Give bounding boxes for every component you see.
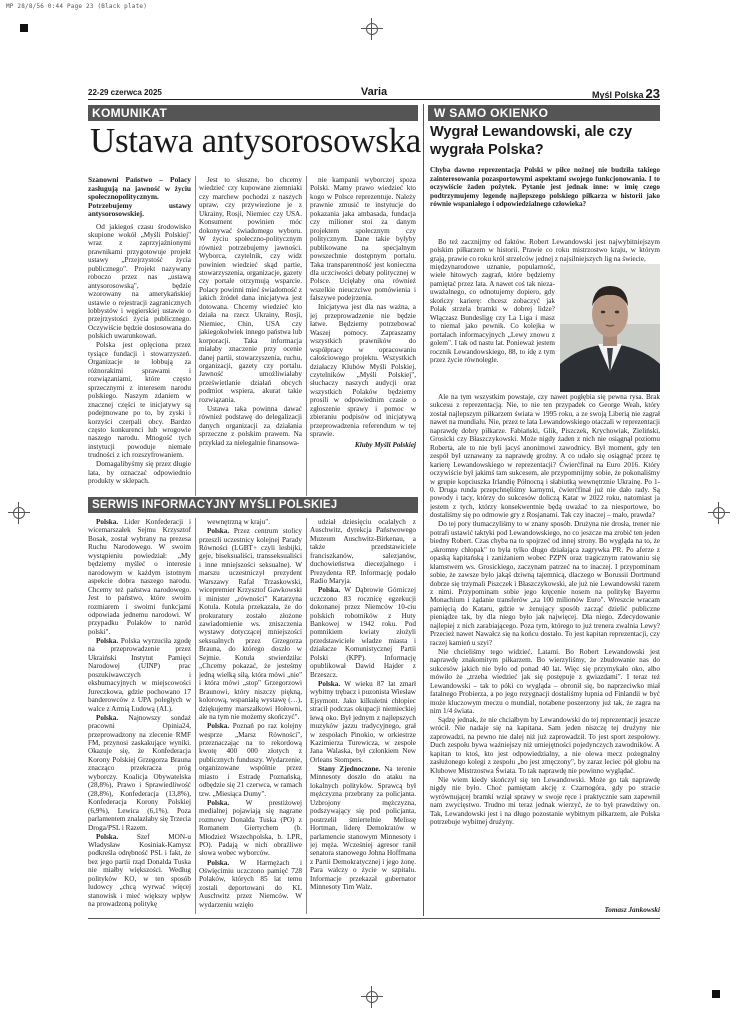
news-item xyxy=(199,518,302,526)
right-article-lead: Chyba dawno reprezentacja Polski w piłce nożnej nie budziła takiego zainteresowania pozasportowymi aspektami swojego funkcjonowania. I to oczywiście żaden pożytek. Pytanie jest jednak inne: w imię czego podtrzymujemy legendę najlepszego polskiego piłkarza w historii jako równie wspaniałego i odpowiedzialnego człowieka? xyxy=(430,166,660,209)
issue-date: 22-29 czerwca 2025 xyxy=(88,88,162,97)
left-article-col-1 xyxy=(88,176,191,498)
news-item-region: Polska. xyxy=(96,518,119,526)
column-rule xyxy=(195,518,196,914)
news-item xyxy=(310,680,416,765)
column-rule xyxy=(306,518,307,914)
news-item-text: Przez centrum stolicy przeszli uczestnicy kolejnej Parady Równości (LGBT+ czyli lesbijki, geje, biseksualiści, transseksualiści i inne mniejszości seksualne). W marszu uczestniczył prezydent Warszawy Rafał Trzaskowski, wicepremier Krzysztof Gawkowski i minister „równości" Katarzyna Kotula. Kotula przekazała, że do prokuratury zostało złożone zawiadomienie ws. zniszczenia wystawy dotyczącej mniejszości seksualnych przez Grzegorza Brauna, do którego doszło w Sejmie. Kotula stwierdziła: „Chcemy pokazać, że jesteśmy jedną wielką siłą, która mówi „nie" i która mówi „stop" Grzegorzowi Braunowi, który niszczy piękną, kolorową, wspaniałą wystawę (…), dziękujemy marszałkowi Hołowni, ale na tym nie możemy skończyć". xyxy=(199,527,302,722)
right-article-beside-photo xyxy=(430,263,555,393)
news-item-text: Polska wyrzuciła zgodę na przeprowadzenie przez Ukraiński Instytut Pamięci Narodowej (UINP) prac poszukiwawczych i ekshumacyjnych w miejscowości Jureczkowa, gdzie pochowano 17 banderowców z UPA poległych w walce z Armią Ludową (AL). xyxy=(88,636,191,713)
lewandowski-photo xyxy=(560,264,660,392)
left-article-col-3 xyxy=(310,176,416,498)
news-item-text: Lider Konfederacji i wicemarszałek Sejmu Krzysztof Bosak, został wybrany na prezesa Ruchu Narodowego. W swoim wystąpieniu powiedział: „My będziemy myśleć o interesie narodowym w każdym istotnym aspekcie dobra naszego narodu. Chcemy też państwa narodowego. Jest to państwo, które swoim rozmiarem i swoimi funkcjami odpowiada jednemu narodowi. W przypadku Polaków to naród polski". xyxy=(88,518,191,636)
serwis-col-1 xyxy=(88,518,191,916)
news-item xyxy=(199,799,302,858)
news-item-region: Polska. xyxy=(318,586,341,595)
publication-name: Myśl Polska xyxy=(592,90,644,100)
section-name: Varia xyxy=(360,86,388,98)
right-article-signature-block xyxy=(430,904,660,916)
portrait-illustration xyxy=(560,264,660,392)
right-article-title-line-2: wygrała Polska? xyxy=(430,142,544,158)
left-article-paragraph: nie kampanii wyborczej spoza Polski. Mamy prawo wiedzieć kto kogo w Polsce reprezentuje. Należy prawnie zmusić te instytucje do pokazania jaka ambasada, fundacja czy milioner stoi za danym projektem społecznym czy politycznym. Dane takie byłyby publikowane na specjalnym powszechnie dostępnym portalu. Taka transparentność jest konieczna dla uczciwości debaty politycznej w Polsce. Ucięłaby ona również wszelkie nieuczciwe pomówienia i fałszywe podejrzenia. xyxy=(310,176,416,303)
registration-mark-right xyxy=(708,502,730,524)
news-item xyxy=(88,518,191,636)
news-item-region: Polska. xyxy=(207,798,230,807)
news-item xyxy=(310,765,416,892)
news-item-text: W prestiżowej medialnej pojawiają się nagrane rozmowy Donalda Tuska (PO) z Romanem Giertychem (b. Młodzież Wszechpolska, b. LPR, PO). Padają w nich obraźliwe słowa wobec wyborców. xyxy=(199,798,302,858)
w-samo-okienko-kicker-text: W SAMO OKIENKO xyxy=(434,106,549,120)
right-article-paragraph: Nie wiem kiedy skończył się ten Lewandowski. Może go tak naprawdę nigdy nie było. Choć pamiętam akcję z Czarnogóra, gdy po stracie wyrównującej bramki wziął sprawy w swoje ręce i praktycznie sam zapewnił nam zwycięstwo. Trudno mi teraz jednak wierzyć, że to był prawdziwy on. Tak, Lewandowski jest i na długo pozostanie wybitnym piłkarzem, ale Polska potrzebuje wybitnej drużyny. xyxy=(430,775,660,827)
news-item xyxy=(88,637,191,713)
left-article-signature: Kluby Myśli Polskiej xyxy=(354,440,416,449)
right-article-paragraph: międzynarodowe uznanie, popularność, wiele hitowych zagrań, które będziemy pamiętać przez lata. A nawet coś tak niezauważalnego, co odnotujemy dopiero, gdy skończy karierę: chcesz zobaczyć jak Polak strzela bramki w dobrej lidze? Włączasz Bundesligę czy La Liga i masz to niemal jako pewnik. Co kolejka w portalach informacyjnych „Lewy znowu z golem". I tak od nastu lat. Ponieważ jestem rocznik Lewandowskiego, 88, to idę z tym przez życie równolegle. xyxy=(430,263,555,364)
registration-mark-bottom xyxy=(361,986,383,1008)
news-item-text: Poznań po raz kolejny wesprze „Marsz Równości", przeznaczając na to rekordową kwotę 400 000 złotych z publicznych funduszy. Wydarzenie, organizowane wspólnie przez miasto i Estradę Poznańską, odbędzie się 21 czerwca, w ramach tzw. „Miesiąca Dumy". xyxy=(199,722,302,798)
right-article-paragraph: Ale na tym wszystkim powstaje, czy nawet pogłębia się pewna rysa. Brak sukcesu z reprezentacją. Nie, to nie ten przypadek co George Weah, który został najlepszym piłkarzem świata w 1995 roku, a ze swoją Liberią nie zagrał nawet na mundialu. Nie, przez te lata Lewandowskiego otaczali w reprezentacji naprawdę dobry piłkarze. Fabiański, Glik, Piszczek, Krychowiak, Zieliński, Grosicki czy Błaszczykowski. Może nigdy żaden z nich nie osiągnął poziomu Roberta, ale to nie byli jacyś anonimowi zawodnicy. Był moment, gdy ten zespół był uznawany za naprawdę groźny. A co udało się osiągnąć przez tę karierę Lewandowskiego w reprezentacji? Ćwierćfinał na Euro 2016. Który oczywiście był jakimś tam sukcesem, ale przypomnijmy sobie, że pokonaliśmy w grupie kopciuszka Irlandię Północną i słabiutką wewnętrznie Ukrainę. Po 1-0. Druga runda przepchnęliśmy karnymi, ćwierćfinał już nie dało rady. Są powody i tacy, którzy do sukcesów doliczą Katar w 2022 roku, natomiast ja jestem z tych, którzy konsekwentnie będą uważać to za niesportowe, bo dostaliśmy się po odmowie gry z Rosjanami. Tak czy inaczej – mało, prawda? xyxy=(430,393,660,520)
registration-mark-left xyxy=(8,502,30,524)
left-article-lead: Szanowni Państwo – Polacy zasługują na jawność w życiu społecznopolitycznym. Potrzebujemy ustawy antysorosowskiej. xyxy=(88,176,191,218)
news-item-text: Najnowszy sondaż pracowni Opinia24, przeprowadzony na zlecenie RMF FM, przynosi zaskakujące wyniki. Okazuje się, że Konfederacja Korony Polskiej Grzegorza Brauna znacząco przekracza próg wyborczy. Koalicja Obywatelska (28,8%), Prawo i Sprawiedliwość (28,8%), Konfederacja (13,8%), Konfederacja Korony Polskiej (6,9%), Lewica (6,1%). Poza parlamentem znalazłaby się Trzecia Droga/PSL i Razem. xyxy=(88,713,191,832)
w-samo-okienko-kicker xyxy=(428,105,660,121)
news-item xyxy=(88,714,191,832)
serwis-col-3 xyxy=(310,518,416,916)
news-item-text: W Dąbrowie Górniczej uczczono 83 rocznicę egzekucji dokonanej przez Niemców 10-ciu polskich robotników z Huty Bankowej w 1942 roku. Pod pomnikiem kwiaty złożyli przedstawiciele władze miasta i działacze Komunistycznej Partii Polski (KPP). Informację opublikował Dawid Hajder z Brzeszcz. xyxy=(310,586,416,679)
news-item-region: Polska. xyxy=(318,679,341,688)
print-plate-line: MP 28/8/56 0:44 Page 23 (Black plate) xyxy=(6,3,148,10)
right-article-paragraph: Bo też zacznijmy od faktów. Robert Lewandowski jest najwybitniejszym polskim piłkarzem w historii. Prawie co roku mistrzostwo kraju, w którym grają, prawie co roku król strzelców jednej z najsilniejszych lig na świecie, xyxy=(430,238,660,263)
right-article-paragraph: Sądzę jednak, że nie chciałbym by Lewandowski do tej reprezentacji jeszcze wrócił. Nie nadaje się na kapitana. Sam jeden niszczę tej drużyny nie zaprowadzi, na pewno nie dalej niż już zaprowadził. To jest sport zespołowy. Duch zespołu bywa ważniejszy niż umiejętności pojedynczych zawodników. A kapitan to ktoś, kto jest odpowiedzialny, a nie olewa mecz pożegnalny zasłużonego kolegi z zespołu „bo jest zmęczony", by zaraz leciec pół globu na Klubowe Mistrzostwa Świata. To tak naprawdę nie powinno wyglądać. xyxy=(430,716,660,775)
news-item-region: Stany Zjednoczone. xyxy=(318,764,381,773)
left-article-col-2 xyxy=(199,176,302,498)
news-item xyxy=(88,833,191,909)
news-item xyxy=(310,518,416,586)
publication-page xyxy=(592,86,660,101)
column-rule xyxy=(195,176,196,496)
right-article-body xyxy=(430,393,660,905)
serwis-banner xyxy=(88,497,418,513)
left-article-paragraph: Polska jest oplęciona przez tysiące fundacji i stowarzyszeń. Organizacje te lobbują za różnorakimi sprawami i rozwiązaniami, które często sprzecznymi z interesem narodu polskiego. Naszym zdaniem w znacznej części te inicjatywy są podejmowane po to, by zyski i korzyści czerpali obcy. Bardzo często konkurenci lub wrogowie naszego narodu. Mnogość tych instytucji powoduje niemałe trudności z ich rozszyfrowaniem. xyxy=(88,341,191,460)
page-bottom-rule xyxy=(88,918,660,919)
news-item xyxy=(310,586,416,679)
right-article-paragraph: Do tej pory tłumaczyliśmy to w znany sposób. Drużyna nie drosła, trener nie potrafi ustawić taktyki pod Lewandowskiego, no co jeszcze ma zrobić ten jeden biedny Robert. Czas chyba na to spojrzeć od innej strony. Bo wygląda na to, że „skromny chłopak" to była tylko długo działająca zagrywka PR. Po aferze z opaską kapitańską i zaniżaniem wobec PZPN oraz tragicznym ratowaniu się kłamstwem ws. Grosickiego, zaczynam patrzeć na to inaczej. I przypominam sobie, że zawsze było jakąś dziwną tajemnicą, dlaczego w Borussii Dortmund dobrze się trzymali Piszczek i Błaszczykowski, ale już nie Lewandowski razem z nimi. Przypominam sobie jego kręcenie nosem na politykę Bayernu Monachium i żądanie transferów „za 100 milionów Euro". Wreszcie wracam pamięcią do Kataru, gdzie w żenujący sposób zacząć dzielić publiczne pieniądze tak, by dla niego było jak najwięcej. Dla niego. Zdecydowanie najlepiej z nich zarabiającego. Poza tym, którego to już trenera zwalnia Lewy? Przecież nawet Nawałcz się na końcu dostało. To jest kapitan reprezentacji, czy raczej kamień u szyi? xyxy=(430,520,660,647)
left-article-paragraph: Od jakiegoś czasu środowisko skupione wokół „Myśli Polskiej" wraz z zaprzyjaźnionymi prawnikami przygotowuje projekt ustawy „Przejrzystość życia publicznego". Projekt nazywany roboczo przez nas „ustawą antysorosowską", będzie wzorowany na amerykańskiej ustawie o rejestracji zagranicznych lobbystów i węgierskiej ustawie o przejrzystości życia publicznego. Oczywiście będzie dostosowana do polskich uwarunkowań. xyxy=(88,222,191,341)
news-item-region: Polska. xyxy=(207,722,230,731)
crop-mark-black-bottom-right xyxy=(712,990,720,998)
left-article-paragraph: Jest to słuszne, bo chcemy wiedzieć czy kupowane ziemniaki czy marchew pochodzi z naszych upraw, czy przywiezione je z Ukrainy, Rosji, Niemiec czy USA. Konsument powinien móc dokonywać świadomego wyboru. W życiu społeczno-politycznym również potrzebujemy jawności. Wyborca, czytelnik, czy widz powinien wiedzieć skąd partie, stowarzyszenia, organizacje, gazety czy portale otrzymują wsparcie. Polacy powinni mieć świadomość z jakich źródeł dana inicjatywa jest dotowana. Chcemy wiedzieć kto działa na rzecz Ukrainy, Rosji, Niemiec, Chin, USA czy jakiegokolwiek innego państwa lub korporacji. Taka informacja miałaby znaczenie przy ocenie danej partii, stowarzyszenia, ruchu, organizacji, gazety czy portalu. Jawność umożliwiałaby prześwietlanie działań obcych podmiot wspiera, akurat takie rozwiązania. xyxy=(199,176,302,404)
right-article-paragraph: Nie chcieliśmy tego widzieć. Latami. Bo Robert Lewandowski jest naprawdę znakomitym piłkarzem. Bo wierzyliśmy, że zbudowanie nas do sukcesów jakich nie było od ponad 40 lat. Więc się przymykało oko, albo mówiło że „trzeba wiedzieć jak się postępuje z gwiazdami". I teraz też Lewandowski – tak to póki co wygląda – obronił się, bo naprzeciwko miał fatalnego Probierza, a po jego rezygnacji dostaliśmy łupnia od Finlandii w być może kluczowym meczu o mundial, notabene poszerzony już tak, że zagra na nim 1/4 świata. xyxy=(430,647,660,715)
komunikat-kicker-text: KOMUNIKAT xyxy=(92,106,168,120)
right-article-intro xyxy=(430,238,660,266)
left-article-paragraph: Domagalibyśmy się przez długie lata, by oznaczać odpowiednio produkty w sklepach. xyxy=(88,460,191,486)
serwis-col-2 xyxy=(199,518,302,916)
news-item-region: Polska. xyxy=(96,713,119,722)
news-item-text: W wieku 87 lat zmarł wybitny trębacz i puzonista Wiesław Ejsymont. Jako kilkuletni chłopiec stracił podczas okupacji niemieckiej lewą oko. Był jednym z najlepszych muzyków jazzu tradycyjnego, grał w zespołach Pinokio, w orkiestrze Kazimierza Turewicza, w zespole Jana Walaska, był członkiem New Orleans Stompers. xyxy=(310,679,416,764)
page-number: 23 xyxy=(645,86,660,101)
crop-mark-black-top-left xyxy=(20,24,28,32)
serwis-banner-text: SERWIS INFORMACYJNY MYŚLI POLSKIEJ xyxy=(92,499,338,511)
news-item-text: Szef MON-u Władysław Kosiniak-Kamysz podkreśla odrębność PSL i fakt, że bez jego partii rząd Donalda Tuska nie miałby większości. Według polityków KO, w ten sposób ludowcy „chcą wyrwać więcej stanowisk i mieć większy wpływ na prowadzoną politykę xyxy=(88,832,191,909)
news-item-text: Na terenie Minnesoty doszło do ataku na lokalnych polityków. Sprawcą był mężczyzna przebrany za policjanta. Uzbrojony mężczyzna, podszywający się pod policjanta, postrzelił śmiertelnie Melissę Hortman, liderę Demokratów w parlamencie stanowym Minnesoty i jej męża. Wcześniej agresor ranił senatora stanowego Johna Hoffmana z Partii Demokratycznej i jego żonę. Para walczy o życie w szpitalu. Informacje przekazał gubernator Minnesoty Tim Walz. xyxy=(310,764,416,892)
section-divider xyxy=(423,104,424,916)
left-article-title: Ustawa antysorosowska xyxy=(90,121,422,160)
column-rule xyxy=(306,176,307,496)
news-item-text: udział dziesięciu ocalałych z Auschwitz, dyrekcja Państwowego Muzeum Auschwitz-Birkenau, a także przedstawiciele franciszkanów, salezjanów, duchowieństwa diecezjalnego i Prezydenta RP. Informację podało Radio Maryja. xyxy=(310,518,416,586)
page-running-head xyxy=(88,86,660,100)
right-article-signature: Tomasz Jankowski xyxy=(604,906,660,914)
komunikat-kicker xyxy=(88,105,418,121)
news-item xyxy=(199,859,302,910)
news-item-text: W Harmężach i Oświęcimiu uczczono pamięć 728 Polaków, których 85 lat temu zostali deportowani do KL Auschwitz przez Niemców. W wydarzeniu wzięło xyxy=(199,858,302,909)
right-article-title-line-1: Wygrał Lewandowski, ale czy xyxy=(430,124,633,140)
left-article-paragraph: Inicjatywa jest dla nas ważna, a jej przeprowadzenie nie będzie łatwe. Będziemy potrzebować Waszej pomocy. Zapraszamy wszystkich prawników do współpracy w opracowaniu całościowego projektu. Wszystkich działaczy Klubów Myśli Polskiej, czytelników „Myśli Polskiej", słuchaczy naszych audycji oraz wszystkich Polaków będziemy prosili w odpowiednim czasie o zgłoszenie sprawy i pomoc w zbieraniu podpisów od inicjatywą przeprowadzenia referendum w tej sprawie. xyxy=(310,303,416,439)
right-article-lead-block xyxy=(430,166,660,234)
news-item-region: Polska. xyxy=(207,527,230,536)
left-article-paragraph: Ustawa taka powinna dawać również podstawę do delegalizacji danych organizacji za działania sprzeczne z polskim prawem. Na przykład za nielegalnie finansowa- xyxy=(199,404,302,447)
news-item-region: Polska. xyxy=(96,636,119,645)
registration-mark-top xyxy=(361,18,383,40)
right-article-title xyxy=(430,123,662,159)
news-item xyxy=(199,722,302,798)
news-item xyxy=(199,527,302,721)
news-item-region: Polska. xyxy=(96,832,119,841)
news-item-region: Polska. xyxy=(207,858,230,867)
news-item-text: wewnętrzną w kraju". xyxy=(207,518,271,526)
